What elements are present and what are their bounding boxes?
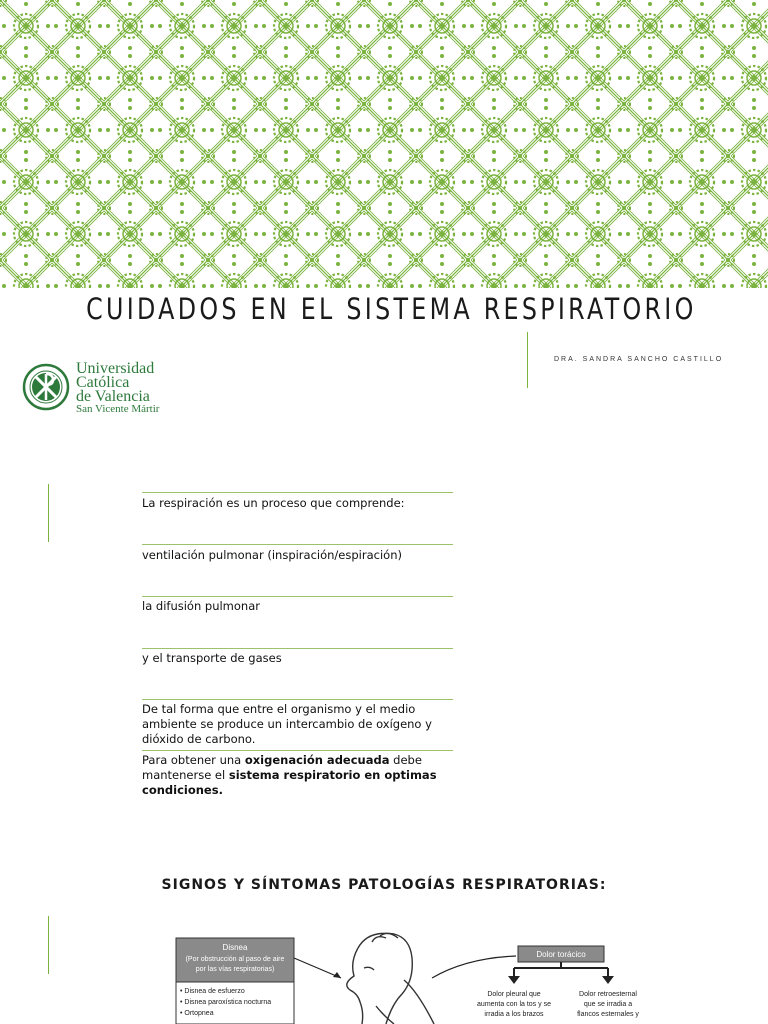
content-row: De tal forma que entre el organismo y el medio ambiente se produce un intercambio de oxígeno y dióxido de carbono. <box>142 702 432 746</box>
box1-item: • Disnea de esfuerzo <box>180 988 245 995</box>
slide-title: SIGNOS Y SÍNTOMAS PATOLOGÍAS RESPIRATORIAS: <box>161 877 607 893</box>
person-sketch <box>347 933 434 1024</box>
col2-line: flancos esternales y <box>577 1011 639 1018</box>
slide-subtitle: DRA. SANDRA SANCHO CASTILLO <box>554 356 724 363</box>
logo-text-line-4: San Vicente Mártir <box>76 403 160 415</box>
content-slide <box>0 440 768 840</box>
slide-title: CUIDADOS EN EL SISTEMA RESPIRATORIO <box>86 292 697 326</box>
row-divider <box>142 648 453 649</box>
content-row: y el transporte de gases <box>142 651 282 665</box>
title-divider <box>527 332 528 388</box>
box2-title: Dolor torácico <box>536 950 586 959</box>
university-logo <box>22 360 182 416</box>
content-row: la difusión pulmonar <box>142 599 260 613</box>
row-divider <box>142 699 453 700</box>
symptoms-slide <box>0 840 768 1024</box>
box1-title: Disnea <box>222 943 248 952</box>
col1-line: Dolor pleural que <box>487 991 541 998</box>
accent-bar <box>48 484 49 542</box>
logo-text-line-2: Católica <box>76 374 130 391</box>
box1-item: • Disnea paroxística nocturna <box>180 999 272 1006</box>
col2-line: que se irradia a <box>583 1001 633 1008</box>
row-divider <box>142 544 453 545</box>
symptoms-illustration <box>136 928 646 1024</box>
col1-line: aumenta con la tos y se <box>477 1001 551 1008</box>
content-row: La respiración es un proceso que comprende: <box>142 496 405 510</box>
text-bold: oxigenación adecuada <box>244 753 390 767</box>
col2-line: Dolor retroesternal <box>579 991 637 998</box>
text-plain: Para obtener una <box>142 753 245 767</box>
row-divider <box>142 596 453 597</box>
col1-line: irradia a los brazos <box>484 1011 544 1018</box>
logo-text-line-3: de Valencia <box>76 388 150 405</box>
accent-bar <box>48 916 49 974</box>
box1-item: • Ortopnea <box>180 1010 214 1017</box>
box1-sub1: (Por obstrucción al paso de aire <box>185 956 285 963</box>
logo-text-line-1: Universidad <box>76 360 155 377</box>
text-plain: debe mantenerse el <box>142 753 422 782</box>
text-bold: sistema respiratorio en optimas condiciones. <box>142 768 437 797</box>
content-row: ventilación pulmonar (inspiración/espiración) <box>142 548 402 562</box>
decorative-pattern <box>0 0 768 288</box>
row-divider <box>142 492 453 493</box>
university-seal-icon <box>22 360 70 414</box>
row-divider <box>142 750 453 751</box>
title-slide <box>0 0 768 440</box>
box1-sub2: por las vías respiratorias) <box>195 966 275 973</box>
content-row-emphasis <box>142 753 453 798</box>
